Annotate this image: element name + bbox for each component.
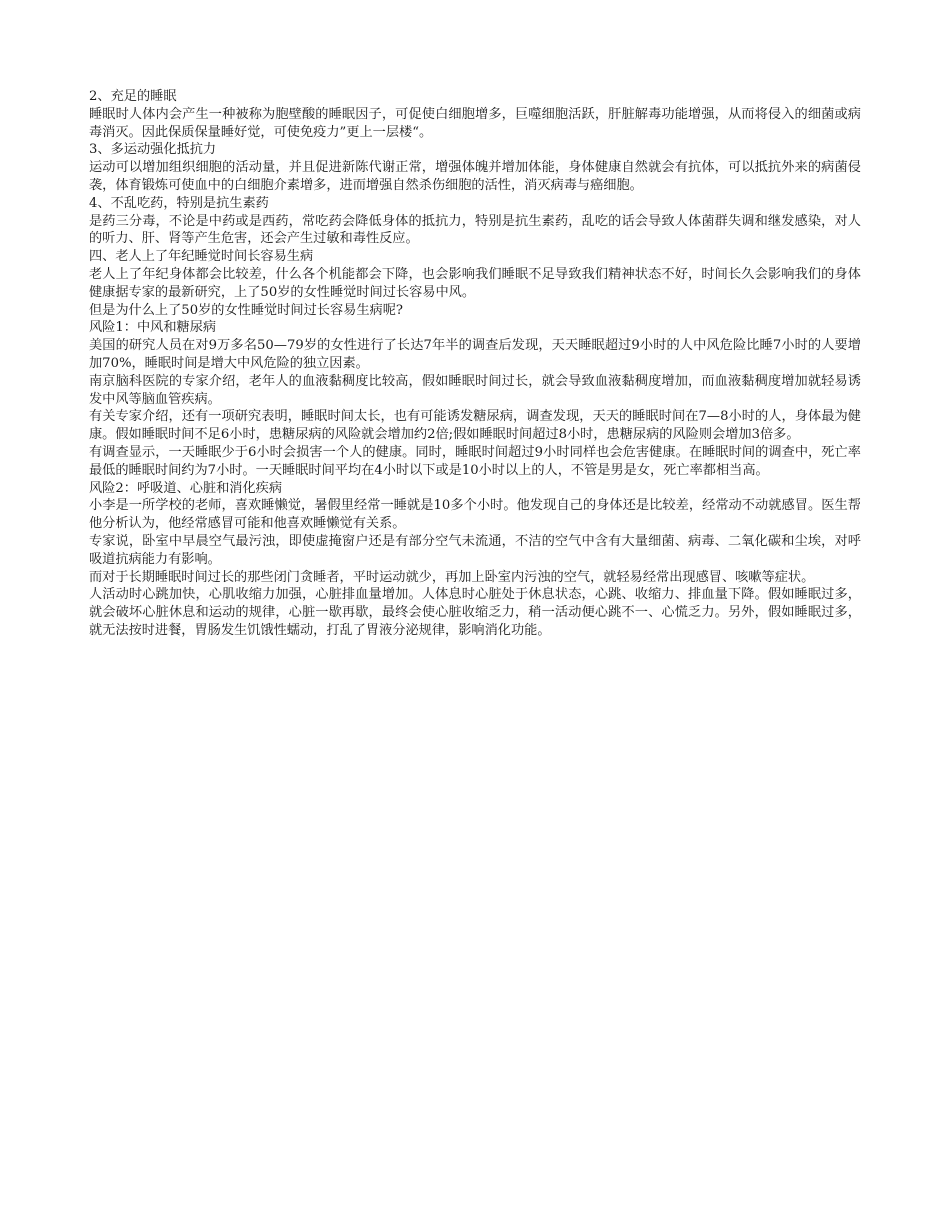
risk-heading-respiratory-heart-digestion: 风险2：呼吸道、心脏和消化疾病 bbox=[89, 480, 283, 496]
paragraph-heart-digestion: 人活动时心跳加快，心肌收缩力加强，心脏排血量增加。人体息时心脏处于休息状态，心跳、收缩力、排血量下降。假如睡眠过多，就会破坏心脏休息和运动的规律，心脏一歇再歇，最终会使心脏收缩乏力，稍一活动便心跳不一、心慌乏力。另外，假如睡眠过多，就无法按时进餐，胃肠发生饥饿性蠕动，打乱了胃液分泌规律，影响消化功能。 bbox=[89, 587, 861, 638]
paragraph-exercise: 运动可以增加组织细胞的活动量，并且促进新陈代谢正常，增强体魄并增加体能，身体健康自然就会有抗体，可以抵抗外来的病菌侵袭，体育锻炼可使血中的白细胞介素增多，进而增强自然杀伤细胞的活性，消灭病毒与癌细胞。 bbox=[89, 160, 861, 193]
section-heading-exercise: 3、多运动强化抵抗力 bbox=[89, 142, 217, 158]
section-heading-elderly: 四、老人上了年纪睡觉时间长容易生病 bbox=[89, 249, 314, 265]
risk-heading-stroke-diabetes: 风险1：中风和糖尿病 bbox=[89, 320, 217, 336]
paragraph-sleep: 睡眠时人体内会产生一种被称为胞壁酸的睡眠因子，可促使白细胞增多，巨噬细胞活跃，肝脏解毒功能增强，从而将侵入的细菌或病毒消灭。因此保质保量睡好觉，可使免疫力”更上一层楼“。 bbox=[89, 106, 861, 140]
paragraph-teacher-case: 小李是一所学校的老师，喜欢睡懒觉，暑假里经常一睡就是10多个小时。他发现自己的身体还是比较差，经常动不动就感冒。医生帮他分析认为，他经常感冒可能和他喜欢睡懒觉有关系。 bbox=[89, 498, 861, 532]
paragraph-elderly-intro: 老人上了年纪身体都会比较差，什么各个机能都会下降，也会影响我们睡眠不足导致我们精神状态不好，时间长久会影响我们的身体健康据专家的最新研究，上了50岁的女性睡觉时间过长容易中风。 bbox=[89, 266, 861, 300]
paragraph-diabetes-study: 有关专家介绍，还有一项研究表明，睡眠时间太长，也有可能诱发糖尿病，调查发现，天天的睡眠时间在7—8小时的人，身体最为健康。假如睡眠时间不足6小时，患糖尿病的风险就会增加约2倍;假如睡眠时间超过8小时，患糖尿病的风险则会增加3倍多。 bbox=[89, 409, 861, 443]
section-heading-sleep: 2、充足的睡眠 bbox=[89, 89, 177, 104]
paragraph-bedroom-air: 专家说，卧室中早晨空气最污浊，即使虚掩窗户还是有部分空气未流通，不洁的空气中含有大量细菌、病毒、二氧化碳和尘埃，对呼吸道抗病能力有影响。 bbox=[89, 533, 861, 567]
paragraph-long-sleepers: 而对于长期睡眠时间过长的那些闭门贪睡者，平时运动就少，再加上卧室内污浊的空气，就轻易经常出现感冒、咳嗽等症状。 bbox=[89, 569, 815, 585]
paragraph-us-study: 美国的研究人员在对9万多名50—79岁的女性进行了长达7年半的调查后发现，天天睡眠超过9小时的人中风危险比睡7小时的人要增加70%，睡眠时间是增大中风危险的独立因素。 bbox=[89, 338, 861, 371]
paragraph-mortality-survey: 有调查显示，一天睡眠少于6小时会损害一个人的健康。同时，睡眠时间超过9小时同样也会危害健康。在睡眠时间的调查中，死亡率最低的睡眠时间约为7小时。一天睡眠时间平均在4小时以下或是10小时以上的人，不管是男是女，死亡率都相当高。 bbox=[89, 444, 861, 478]
paragraph-question: 但是为什么上了50岁的女性睡觉时间过长容易生病呢? bbox=[89, 302, 403, 318]
document-body bbox=[89, 88, 861, 640]
paragraph-nanjing-hospital: 南京脑科医院的专家介绍，老年人的血液黏稠度比较高，假如睡眠时间过长，就会导致血液黏稠度增加，而血液黏稠度增加就轻易诱发中风等脑血管疾病。 bbox=[89, 373, 861, 407]
paragraph-medicine: 是药三分毒，不论是中药或是西药，常吃药会降低身体的抵抗力，特别是抗生素药，乱吃的话会导致人体菌群失调和继发感染，对人的听力、肝、肾等产生危害，还会产生过敏和毒性反应。 bbox=[89, 213, 861, 247]
section-heading-medicine: 4、不乱吃药，特别是抗生素药 bbox=[89, 195, 269, 211]
